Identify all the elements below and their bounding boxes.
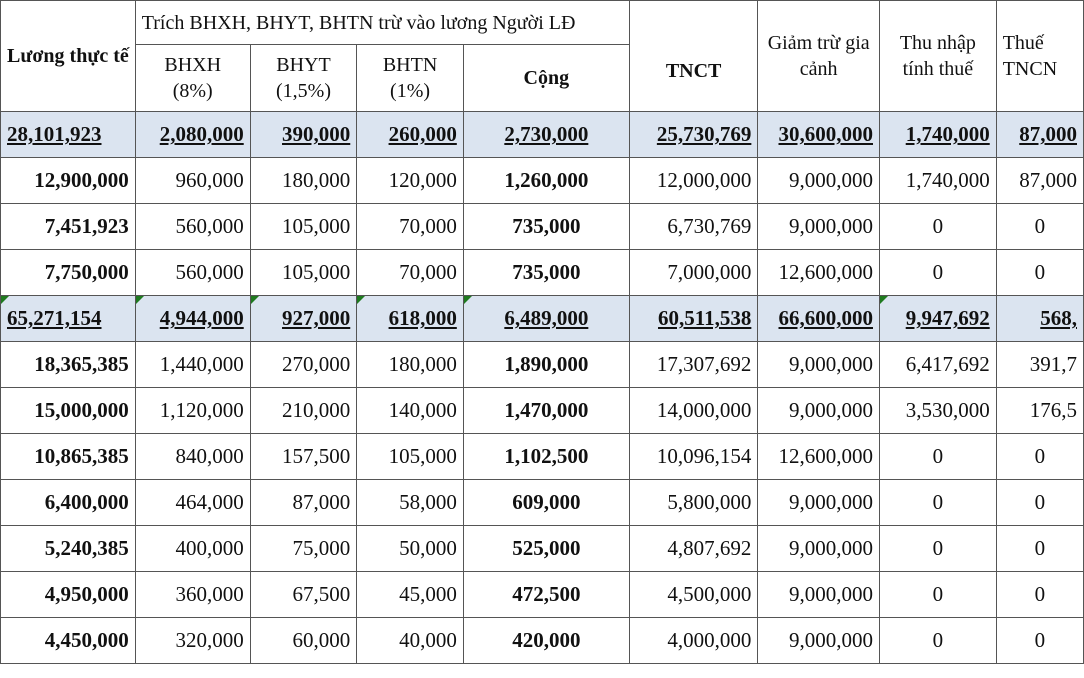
- cell-tnct[interactable]: 17,307,692: [629, 342, 758, 388]
- header-thu-nhap[interactable]: [880, 1, 997, 112]
- cell-bhtn[interactable]: 140,000: [357, 388, 464, 434]
- cell-thue[interactable]: 0: [996, 618, 1083, 664]
- cell-thue[interactable]: 0: [996, 250, 1083, 296]
- table-row: [1, 618, 1084, 664]
- cell-luong[interactable]: 18,365,385: [1, 342, 136, 388]
- cell-thu-nhap[interactable]: 0: [880, 204, 997, 250]
- cell-bhtn[interactable]: 260,000: [357, 112, 464, 158]
- cell-tnct[interactable]: 4,500,000: [629, 572, 758, 618]
- cell-bhtn[interactable]: 120,000: [357, 158, 464, 204]
- cell-giam-tru[interactable]: 66,600,000: [758, 296, 880, 342]
- cell-bhtn[interactable]: 45,000: [357, 572, 464, 618]
- cell-bhyt[interactable]: 210,000: [250, 388, 357, 434]
- cell-tnct[interactable]: 5,800,000: [629, 480, 758, 526]
- table-row: [1, 342, 1084, 388]
- cell-thue[interactable]: 0: [996, 434, 1083, 480]
- cell-thue[interactable]: 87,000: [996, 112, 1083, 158]
- cell-cong[interactable]: 420,000: [463, 618, 629, 664]
- header-luong-text: Lương thực tế: [7, 45, 129, 67]
- cell-bhxh[interactable]: 1,120,000: [135, 388, 250, 434]
- header-thue-text: Thuế TNCN: [1002, 32, 1058, 80]
- cell-thue[interactable]: 176,5: [996, 388, 1083, 434]
- header-tnct[interactable]: [629, 1, 758, 112]
- header-thue[interactable]: [996, 1, 1083, 112]
- cell-giam-tru[interactable]: 9,000,000: [758, 342, 880, 388]
- table-row: [1, 158, 1084, 204]
- cell-bhtn[interactable]: 70,000: [357, 204, 464, 250]
- header-bhxh-text: BHXH: [164, 54, 222, 77]
- cell-giam-tru[interactable]: 9,000,000: [758, 204, 880, 250]
- cell-bhtn[interactable]: 180,000: [357, 342, 464, 388]
- group-row: [1, 112, 1084, 158]
- cell-cong[interactable]: 735,000: [463, 204, 629, 250]
- cell-bhyt[interactable]: 105,000: [250, 250, 357, 296]
- cell-thu-nhap[interactable]: 1,740,000: [880, 112, 997, 158]
- cell-cong[interactable]: 2,730,000: [463, 112, 629, 158]
- cell-cong[interactable]: 472,500: [463, 572, 629, 618]
- cell-thu-nhap[interactable]: 0: [880, 434, 997, 480]
- cell-bhxh[interactable]: 2,080,000: [135, 112, 250, 158]
- cell-tnct[interactable]: 6,730,769: [629, 204, 758, 250]
- cell-thu-nhap[interactable]: 9,947,692: [880, 296, 997, 342]
- cell-thue[interactable]: 0: [996, 526, 1083, 572]
- header-bhtn-pct: (1%): [390, 80, 431, 103]
- cell-bhxh[interactable]: 400,000: [135, 526, 250, 572]
- cell-bhxh[interactable]: 840,000: [135, 434, 250, 480]
- cell-bhyt[interactable]: 75,000: [250, 526, 357, 572]
- header-trich-text: Trích BHXH, BHYT, BHTN trừ vào lương Người LĐ: [141, 11, 576, 34]
- header-luong[interactable]: [1, 1, 136, 112]
- cell-thu-nhap[interactable]: 0: [880, 572, 997, 618]
- cell-cong[interactable]: 1,890,000: [463, 342, 629, 388]
- cell-thue[interactable]: 87,000: [996, 158, 1083, 204]
- cell-thu-nhap[interactable]: 6,417,692: [880, 342, 997, 388]
- cell-luong[interactable]: 65,271,154: [1, 296, 136, 342]
- header-giam-tru-text: Giảm trừ gia cảnh: [767, 32, 870, 80]
- cell-bhxh[interactable]: 360,000: [135, 572, 250, 618]
- cell-cong[interactable]: 6,489,000: [463, 296, 629, 342]
- cell-giam-tru[interactable]: 9,000,000: [758, 388, 880, 434]
- cell-tnct[interactable]: 4,807,692: [629, 526, 758, 572]
- cell-bhxh[interactable]: 320,000: [135, 618, 250, 664]
- cell-cong[interactable]: 1,260,000: [463, 158, 629, 204]
- cell-giam-tru[interactable]: 12,600,000: [758, 250, 880, 296]
- cell-tnct[interactable]: 25,730,769: [629, 112, 758, 158]
- header-bhxh[interactable]: [135, 45, 250, 112]
- cell-thu-nhap[interactable]: 1,740,000: [880, 158, 997, 204]
- cell-bhyt[interactable]: 67,500: [250, 572, 357, 618]
- header-tnct-text: TNCT: [665, 60, 722, 82]
- cell-luong[interactable]: 28,101,923: [1, 112, 136, 158]
- table-row: [1, 388, 1084, 434]
- cell-bhyt[interactable]: 270,000: [250, 342, 357, 388]
- cell-thue[interactable]: 391,7: [996, 342, 1083, 388]
- cell-bhyt[interactable]: 87,000: [250, 480, 357, 526]
- cell-tnct[interactable]: 10,096,154: [629, 434, 758, 480]
- header-giam-tru[interactable]: [758, 1, 880, 112]
- cell-bhtn[interactable]: 58,000: [357, 480, 464, 526]
- cell-bhyt[interactable]: 180,000: [250, 158, 357, 204]
- cell-giam-tru[interactable]: 9,000,000: [758, 618, 880, 664]
- cell-bhyt[interactable]: 60,000: [250, 618, 357, 664]
- header-bhtn[interactable]: [357, 45, 464, 112]
- cell-luong[interactable]: 15,000,000: [1, 388, 136, 434]
- cell-luong[interactable]: 5,240,385: [1, 526, 136, 572]
- cell-giam-tru[interactable]: 12,600,000: [758, 434, 880, 480]
- cell-giam-tru[interactable]: 9,000,000: [758, 480, 880, 526]
- cell-tnct[interactable]: 7,000,000: [629, 250, 758, 296]
- cell-thu-nhap[interactable]: 3,530,000: [880, 388, 997, 434]
- table-row: [1, 572, 1084, 618]
- cell-cong[interactable]: 609,000: [463, 480, 629, 526]
- cell-tnct[interactable]: 60,511,538: [629, 296, 758, 342]
- cell-giam-tru[interactable]: 9,000,000: [758, 572, 880, 618]
- header-thu-nhap-text: Thu nhập tính thuế: [899, 32, 976, 80]
- cell-bhyt[interactable]: 927,000: [250, 296, 357, 342]
- cell-cong[interactable]: 1,102,500: [463, 434, 629, 480]
- cell-tnct[interactable]: 4,000,000: [629, 618, 758, 664]
- cell-giam-tru[interactable]: 30,600,000: [758, 112, 880, 158]
- table-row: [1, 526, 1084, 572]
- cell-luong[interactable]: 12,900,000: [1, 158, 136, 204]
- cell-bhxh[interactable]: 560,000: [135, 250, 250, 296]
- table-row: [1, 480, 1084, 526]
- header-cong[interactable]: [463, 45, 629, 112]
- cell-tnct[interactable]: 12,000,000: [629, 158, 758, 204]
- header-bhyt-text: BHYT: [276, 54, 331, 77]
- header-bhxh-pct: (8%): [172, 80, 213, 103]
- cell-bhxh[interactable]: 1,440,000: [135, 342, 250, 388]
- header-trich[interactable]: [135, 1, 629, 45]
- cell-giam-tru[interactable]: 9,000,000: [758, 158, 880, 204]
- cell-bhtn[interactable]: 50,000: [357, 526, 464, 572]
- cell-bhtn[interactable]: 40,000: [357, 618, 464, 664]
- group-row: [1, 296, 1084, 342]
- cell-thu-nhap[interactable]: 0: [880, 480, 997, 526]
- cell-luong[interactable]: 6,400,000: [1, 480, 136, 526]
- cell-thue[interactable]: 0: [996, 480, 1083, 526]
- cell-thue[interactable]: 0: [996, 204, 1083, 250]
- table-row: [1, 250, 1084, 296]
- cell-cong[interactable]: 735,000: [463, 250, 629, 296]
- cell-bhyt[interactable]: 390,000: [250, 112, 357, 158]
- header-bhyt[interactable]: [250, 45, 357, 112]
- table-row: [1, 434, 1084, 480]
- cell-thu-nhap[interactable]: 0: [880, 618, 997, 664]
- cell-thu-nhap[interactable]: 0: [880, 526, 997, 572]
- header-cong-text: Cộng: [523, 67, 570, 90]
- cell-giam-tru[interactable]: 9,000,000: [758, 526, 880, 572]
- cell-luong[interactable]: 10,865,385: [1, 434, 136, 480]
- cell-bhtn[interactable]: 70,000: [357, 250, 464, 296]
- cell-thue[interactable]: 0: [996, 572, 1083, 618]
- table-row: [1, 204, 1084, 250]
- cell-bhtn[interactable]: 618,000: [357, 296, 464, 342]
- table-body: [1, 112, 1084, 664]
- cell-luong[interactable]: 4,950,000: [1, 572, 136, 618]
- cell-luong[interactable]: 7,750,000: [1, 250, 136, 296]
- cell-bhxh[interactable]: 960,000: [135, 158, 250, 204]
- cell-bhxh[interactable]: 560,000: [135, 204, 250, 250]
- cell-bhyt[interactable]: 157,500: [250, 434, 357, 480]
- cell-luong[interactable]: 4,450,000: [1, 618, 136, 664]
- cell-tnct[interactable]: 14,000,000: [629, 388, 758, 434]
- cell-bhyt[interactable]: 105,000: [250, 204, 357, 250]
- header-bhtn-text: BHTN: [382, 54, 438, 77]
- cell-bhxh[interactable]: 4,944,000: [135, 296, 250, 342]
- cell-bhxh[interactable]: 464,000: [135, 480, 250, 526]
- cell-bhtn[interactable]: 105,000: [357, 434, 464, 480]
- cell-luong[interactable]: 7,451,923: [1, 204, 136, 250]
- header-bhyt-pct: (1,5%): [276, 80, 331, 103]
- cell-thue[interactable]: 568,: [996, 296, 1083, 342]
- cell-cong[interactable]: 1,470,000: [463, 388, 629, 434]
- cell-cong[interactable]: 525,000: [463, 526, 629, 572]
- cell-thu-nhap[interactable]: 0: [880, 250, 997, 296]
